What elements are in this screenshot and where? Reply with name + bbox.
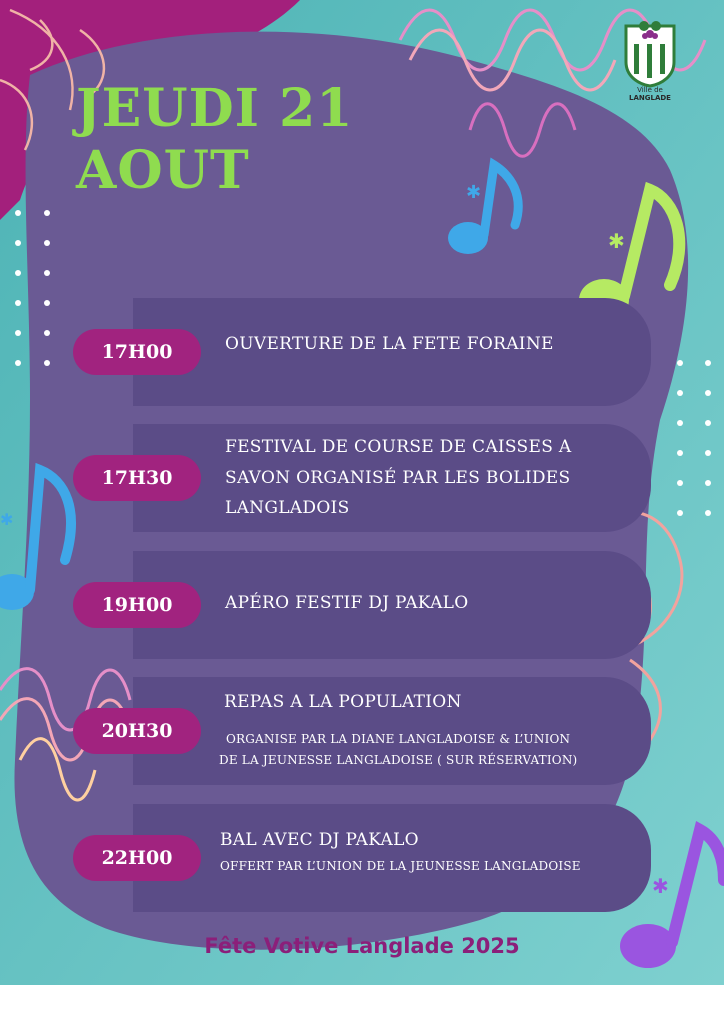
logo-caption-top: Ville de [637, 86, 663, 94]
logo-caption-bottom: LANGLADE [629, 94, 671, 102]
logo-caption [610, 86, 690, 102]
event-title: FESTIVAL DE COURSE DE CAISSES A [225, 437, 572, 457]
event-title: LANGLADOIS [225, 498, 350, 518]
page-title-line1: JEUDI 21 [76, 78, 354, 139]
svg-text:✱: ✱ [608, 229, 625, 253]
svg-text:✱: ✱ [0, 510, 14, 529]
time-badge: 17H00 [73, 329, 201, 375]
coat-of-arms-icon [620, 16, 680, 88]
event-title: REPAS A LA POPULATION [224, 692, 462, 712]
page-title-line2: AOUT [76, 140, 250, 201]
time-badge: 22H00 [73, 835, 201, 881]
svg-text:✱: ✱ [652, 874, 669, 898]
event-subtitle: ORGANISE PAR LA DIANE LANGLADOISE & L’UNION [226, 732, 571, 746]
event-title: SAVON ORGANISÉ PAR LES BOLIDES [225, 468, 571, 488]
time-badge: 19H00 [73, 582, 201, 628]
time-badge: 17H30 [73, 455, 201, 501]
footer-title: Fête Votive Langlade 2025 [204, 934, 520, 958]
event-subtitle: DE LA JEUNESSE LANGLADOISE ( SUR RÉSERVATION) [219, 753, 578, 767]
svg-text:✱: ✱ [466, 182, 482, 203]
event-title: BAL AVEC DJ PAKALO [220, 830, 419, 850]
event-title: OUVERTURE DE LA FETE FORAINE [225, 334, 554, 354]
time-badge: 20H30 [73, 708, 201, 754]
event-subtitle: OFFERT PAR L’UNION DE LA JEUNESSE LANGLADOISE [220, 859, 581, 873]
event-title: APÉRO FESTIF DJ PAKALO [225, 593, 469, 613]
